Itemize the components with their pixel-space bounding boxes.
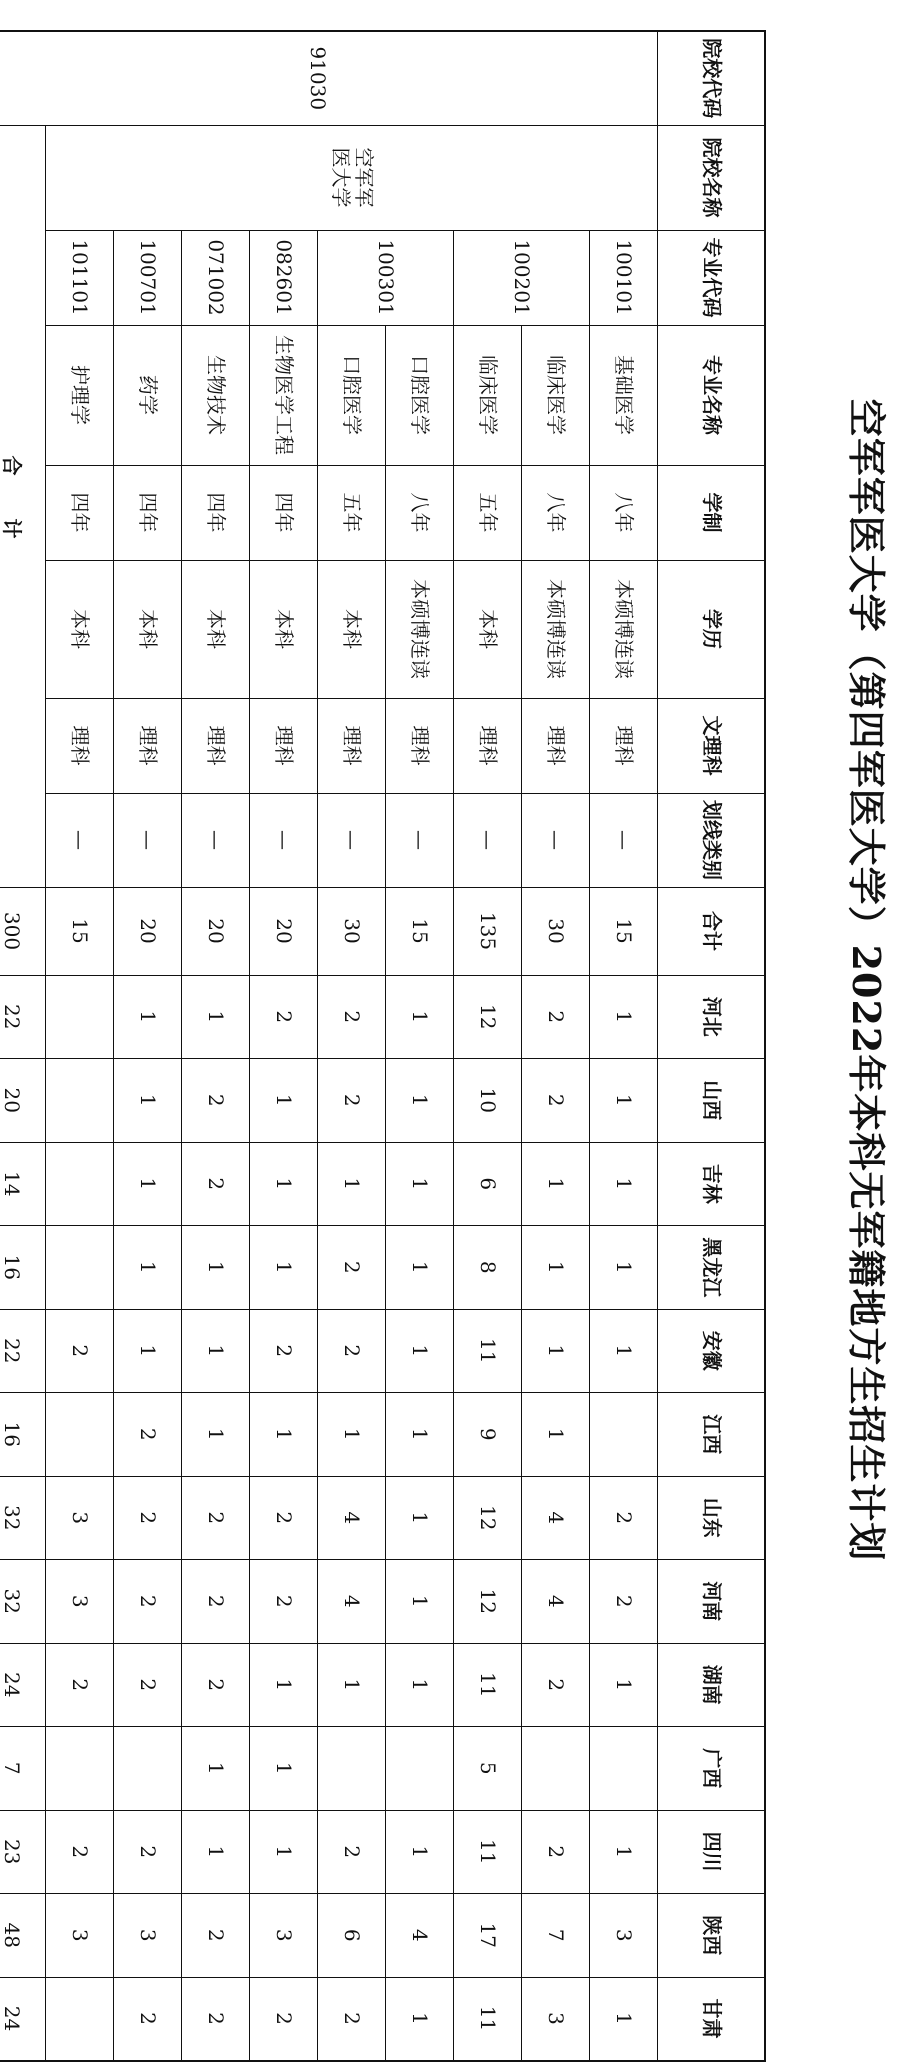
line-type-cell: — bbox=[522, 793, 590, 887]
major-name-cell: 生物技术 bbox=[182, 325, 250, 465]
province-count-cell: 1 bbox=[386, 1476, 454, 1560]
province-count-cell: 1 bbox=[250, 1393, 318, 1477]
header-science: 文理科 bbox=[658, 698, 765, 793]
header-province: 江西 bbox=[658, 1393, 765, 1477]
province-count-cell: 2 bbox=[522, 1059, 590, 1143]
science-cell: 理科 bbox=[522, 698, 590, 793]
duration-cell: 八年 bbox=[386, 465, 454, 560]
province-count-cell: 12 bbox=[454, 1476, 522, 1560]
summary-province-cell: 32 bbox=[0, 1560, 46, 1644]
science-cell: 理科 bbox=[114, 698, 182, 793]
summary-province-cell: 22 bbox=[0, 975, 46, 1059]
province-count-cell: 2 bbox=[114, 1643, 182, 1727]
province-count-cell: 1 bbox=[250, 1727, 318, 1811]
province-count-cell: 11 bbox=[454, 1309, 522, 1393]
province-count-cell: 1 bbox=[182, 975, 250, 1059]
summary-province-cell: 14 bbox=[0, 1142, 46, 1226]
province-count-cell: 11 bbox=[454, 1643, 522, 1727]
province-count-cell: 1 bbox=[318, 1643, 386, 1727]
province-count-cell: 2 bbox=[318, 975, 386, 1059]
province-count-cell: 1 bbox=[386, 1643, 454, 1727]
province-count-cell: 2 bbox=[182, 1894, 250, 1978]
header-row bbox=[658, 31, 765, 2061]
province-count-cell: 2 bbox=[182, 1059, 250, 1143]
province-count-cell bbox=[46, 975, 114, 1059]
header-major-code: 专业代码 bbox=[658, 230, 765, 325]
province-count-cell: 2 bbox=[590, 1476, 658, 1560]
province-count-cell: 11 bbox=[454, 1810, 522, 1894]
province-count-cell: 3 bbox=[46, 1476, 114, 1560]
province-count-cell: 1 bbox=[590, 1810, 658, 1894]
province-count-cell: 1 bbox=[318, 1393, 386, 1477]
province-count-cell bbox=[386, 1727, 454, 1811]
province-count-cell: 2 bbox=[46, 1643, 114, 1727]
province-count-cell: 17 bbox=[454, 1894, 522, 1978]
table-row bbox=[454, 31, 522, 2061]
province-count-cell: 2 bbox=[522, 1810, 590, 1894]
duration-cell: 四年 bbox=[182, 465, 250, 560]
major-code-cell: 082601 bbox=[250, 230, 318, 325]
science-cell: 理科 bbox=[182, 698, 250, 793]
science-cell: 理科 bbox=[250, 698, 318, 793]
province-count-cell bbox=[46, 1393, 114, 1477]
line-type-cell: — bbox=[590, 793, 658, 887]
province-count-cell bbox=[114, 1727, 182, 1811]
duration-cell: 五年 bbox=[318, 465, 386, 560]
province-count-cell: 3 bbox=[46, 1560, 114, 1644]
summary-row bbox=[0, 31, 46, 2061]
header-province: 河南 bbox=[658, 1560, 765, 1644]
province-count-cell: 1 bbox=[250, 1643, 318, 1727]
major-code-cell: 101101 bbox=[46, 230, 114, 325]
science-cell: 理科 bbox=[318, 698, 386, 793]
row-total-cell: 15 bbox=[590, 887, 658, 975]
province-count-cell: 2 bbox=[318, 1226, 386, 1310]
province-count-cell: 1 bbox=[386, 1560, 454, 1644]
province-count-cell: 2 bbox=[250, 1977, 318, 2061]
science-cell: 理科 bbox=[590, 698, 658, 793]
province-count-cell: 1 bbox=[182, 1226, 250, 1310]
province-count-cell: 1 bbox=[318, 1142, 386, 1226]
province-count-cell: 2 bbox=[318, 1810, 386, 1894]
province-count-cell: 2 bbox=[318, 1977, 386, 2061]
province-count-cell: 4 bbox=[522, 1560, 590, 1644]
province-count-cell: 1 bbox=[386, 1059, 454, 1143]
row-total-cell: 20 bbox=[114, 887, 182, 975]
major-code-cell: 100201 bbox=[454, 230, 590, 325]
major-name-cell: 口腔医学 bbox=[386, 325, 454, 465]
header-province: 河北 bbox=[658, 975, 765, 1059]
summary-province-cell: 23 bbox=[0, 1810, 46, 1894]
degree-cell: 本科 bbox=[182, 560, 250, 698]
province-count-cell: 1 bbox=[250, 1059, 318, 1143]
header-province: 湖南 bbox=[658, 1643, 765, 1727]
header-province: 甘肃 bbox=[658, 1977, 765, 2061]
header-province: 山东 bbox=[658, 1476, 765, 1560]
header-school-name: 院校名称 bbox=[658, 125, 765, 230]
province-count-cell: 1 bbox=[114, 1226, 182, 1310]
table-row bbox=[522, 31, 590, 2061]
province-count-cell: 2 bbox=[114, 1560, 182, 1644]
province-count-cell: 4 bbox=[318, 1560, 386, 1644]
table-row bbox=[46, 31, 114, 2061]
duration-cell: 八年 bbox=[522, 465, 590, 560]
header-duration: 学制 bbox=[658, 465, 765, 560]
province-count-cell: 2 bbox=[250, 1309, 318, 1393]
header-province: 四川 bbox=[658, 1810, 765, 1894]
province-count-cell: 6 bbox=[454, 1142, 522, 1226]
summary-province-cell: 20 bbox=[0, 1059, 46, 1143]
line-type-cell: — bbox=[182, 793, 250, 887]
major-name-cell: 临床医学 bbox=[454, 325, 522, 465]
row-total-cell: 30 bbox=[318, 887, 386, 975]
province-count-cell: 2 bbox=[114, 1393, 182, 1477]
line-type-cell: — bbox=[46, 793, 114, 887]
table-row bbox=[114, 31, 182, 2061]
province-count-cell: 2 bbox=[318, 1309, 386, 1393]
province-count-cell: 3 bbox=[522, 1977, 590, 2061]
province-count-cell: 2 bbox=[182, 1643, 250, 1727]
line-type-cell: — bbox=[454, 793, 522, 887]
province-count-cell: 2 bbox=[182, 1476, 250, 1560]
province-count-cell bbox=[46, 1059, 114, 1143]
province-count-cell: 7 bbox=[522, 1894, 590, 1978]
province-count-cell: 1 bbox=[114, 1142, 182, 1226]
header-major-name: 专业名称 bbox=[658, 325, 765, 465]
summary-province-cell: 16 bbox=[0, 1393, 46, 1477]
province-count-cell: 8 bbox=[454, 1226, 522, 1310]
degree-cell: 本科 bbox=[454, 560, 522, 698]
header-province: 黑龙江 bbox=[658, 1226, 765, 1310]
header-province: 山西 bbox=[658, 1059, 765, 1143]
province-count-cell: 2 bbox=[46, 1810, 114, 1894]
row-total-cell: 135 bbox=[454, 887, 522, 975]
science-cell: 理科 bbox=[46, 698, 114, 793]
row-total-cell: 15 bbox=[386, 887, 454, 975]
major-code-cell: 100101 bbox=[590, 230, 658, 325]
school-name-cell: 空军军医大学 bbox=[46, 125, 658, 230]
summary-total-cell: 300 bbox=[0, 887, 46, 975]
header-province: 吉林 bbox=[658, 1142, 765, 1226]
province-count-cell: 2 bbox=[590, 1560, 658, 1644]
province-count-cell: 11 bbox=[454, 1977, 522, 2061]
province-count-cell: 3 bbox=[250, 1894, 318, 1978]
province-count-cell: 1 bbox=[386, 1977, 454, 2061]
page-title: 空军军医大学（第四军医大学）2022年本科无军籍地方生招生计划 bbox=[844, 398, 889, 1562]
header-total: 合计 bbox=[658, 887, 765, 975]
table-row bbox=[250, 31, 318, 2061]
summary-province-cell: 24 bbox=[0, 1643, 46, 1727]
province-count-cell: 1 bbox=[590, 1226, 658, 1310]
province-count-cell: 1 bbox=[590, 1643, 658, 1727]
province-count-cell: 2 bbox=[250, 1560, 318, 1644]
degree-cell: 本科 bbox=[114, 560, 182, 698]
province-count-cell: 1 bbox=[590, 975, 658, 1059]
science-cell: 理科 bbox=[386, 698, 454, 793]
province-count-cell: 1 bbox=[386, 975, 454, 1059]
province-count-cell: 1 bbox=[522, 1226, 590, 1310]
province-count-cell: 1 bbox=[386, 1810, 454, 1894]
major-code-cell: 100301 bbox=[318, 230, 454, 325]
header-degree: 学历 bbox=[658, 560, 765, 698]
province-count-cell: 1 bbox=[386, 1226, 454, 1310]
province-count-cell: 9 bbox=[454, 1393, 522, 1477]
major-code-cell: 100701 bbox=[114, 230, 182, 325]
province-count-cell: 1 bbox=[522, 1393, 590, 1477]
province-count-cell: 1 bbox=[250, 1226, 318, 1310]
duration-cell: 五年 bbox=[454, 465, 522, 560]
province-count-cell: 1 bbox=[590, 1142, 658, 1226]
major-name-cell: 基础医学 bbox=[590, 325, 658, 465]
province-count-cell: 1 bbox=[114, 975, 182, 1059]
province-count-cell: 1 bbox=[522, 1142, 590, 1226]
province-count-cell: 1 bbox=[590, 1309, 658, 1393]
major-name-cell: 口腔医学 bbox=[318, 325, 386, 465]
header-province: 广西 bbox=[658, 1727, 765, 1811]
school-code-cell: 91030 bbox=[0, 31, 658, 125]
row-total-cell: 30 bbox=[522, 887, 590, 975]
degree-cell: 本科 bbox=[46, 560, 114, 698]
header-school-code: 院校代码 bbox=[658, 31, 765, 125]
province-count-cell: 2 bbox=[250, 975, 318, 1059]
province-count-cell bbox=[590, 1393, 658, 1477]
science-cell: 理科 bbox=[454, 698, 522, 793]
province-count-cell: 1 bbox=[590, 1977, 658, 2061]
province-count-cell: 5 bbox=[454, 1727, 522, 1811]
degree-cell: 本硕博连读 bbox=[522, 560, 590, 698]
row-total-cell: 20 bbox=[182, 887, 250, 975]
summary-province-cell: 48 bbox=[0, 1894, 46, 1978]
major-name-cell: 护理学 bbox=[46, 325, 114, 465]
summary-province-cell: 16 bbox=[0, 1226, 46, 1310]
province-count-cell: 1 bbox=[386, 1142, 454, 1226]
province-count-cell: 12 bbox=[454, 975, 522, 1059]
major-name-cell: 生物医学工程 bbox=[250, 325, 318, 465]
province-count-cell: 2 bbox=[182, 1560, 250, 1644]
province-count-cell bbox=[46, 1977, 114, 2061]
degree-cell: 本硕博连读 bbox=[386, 560, 454, 698]
province-count-cell bbox=[46, 1727, 114, 1811]
duration-cell: 四年 bbox=[46, 465, 114, 560]
enrollment-plan-table bbox=[0, 30, 766, 2062]
province-count-cell: 12 bbox=[454, 1560, 522, 1644]
province-count-cell: 2 bbox=[522, 1643, 590, 1727]
province-count-cell bbox=[46, 1226, 114, 1310]
line-type-cell: — bbox=[386, 793, 454, 887]
province-count-cell: 2 bbox=[46, 1309, 114, 1393]
province-count-cell: 2 bbox=[114, 1476, 182, 1560]
province-count-cell: 2 bbox=[522, 975, 590, 1059]
province-count-cell: 1 bbox=[182, 1309, 250, 1393]
province-count-cell: 1 bbox=[114, 1059, 182, 1143]
province-count-cell: 2 bbox=[182, 1977, 250, 2061]
table-row bbox=[590, 31, 658, 2061]
header-province: 陕西 bbox=[658, 1894, 765, 1978]
province-count-cell: 1 bbox=[182, 1727, 250, 1811]
row-total-cell: 15 bbox=[46, 887, 114, 975]
province-count-cell: 3 bbox=[46, 1894, 114, 1978]
duration-cell: 八年 bbox=[590, 465, 658, 560]
degree-cell: 本科 bbox=[250, 560, 318, 698]
province-count-cell: 2 bbox=[114, 1977, 182, 2061]
line-type-cell: — bbox=[318, 793, 386, 887]
table-row bbox=[182, 31, 250, 2061]
header-province: 安徽 bbox=[658, 1309, 765, 1393]
province-count-cell: 2 bbox=[182, 1142, 250, 1226]
summary-label: 合 计 bbox=[0, 125, 46, 887]
table-row bbox=[386, 31, 454, 2061]
province-count-cell bbox=[522, 1727, 590, 1811]
province-count-cell: 4 bbox=[318, 1476, 386, 1560]
summary-province-cell: 24 bbox=[0, 1977, 46, 2061]
province-count-cell: 4 bbox=[386, 1894, 454, 1978]
province-count-cell: 2 bbox=[318, 1059, 386, 1143]
degree-cell: 本科 bbox=[318, 560, 386, 698]
province-count-cell: 1 bbox=[182, 1810, 250, 1894]
table-row bbox=[318, 31, 386, 2061]
header-line-type: 划线类别 bbox=[658, 793, 765, 887]
major-name-cell: 药学 bbox=[114, 325, 182, 465]
province-count-cell: 6 bbox=[318, 1894, 386, 1978]
line-type-cell: — bbox=[114, 793, 182, 887]
duration-cell: 四年 bbox=[250, 465, 318, 560]
province-count-cell: 1 bbox=[386, 1309, 454, 1393]
province-count-cell: 1 bbox=[386, 1393, 454, 1477]
province-count-cell: 1 bbox=[522, 1309, 590, 1393]
province-count-cell: 1 bbox=[250, 1810, 318, 1894]
province-count-cell: 1 bbox=[182, 1393, 250, 1477]
duration-cell: 四年 bbox=[114, 465, 182, 560]
province-count-cell: 1 bbox=[590, 1059, 658, 1143]
province-count-cell: 3 bbox=[114, 1894, 182, 1978]
province-count-cell: 3 bbox=[590, 1894, 658, 1978]
degree-cell: 本硕博连读 bbox=[590, 560, 658, 698]
province-count-cell: 1 bbox=[250, 1142, 318, 1226]
major-code-cell: 071002 bbox=[182, 230, 250, 325]
province-count-cell: 2 bbox=[250, 1476, 318, 1560]
province-count-cell: 1 bbox=[114, 1309, 182, 1393]
line-type-cell: — bbox=[250, 793, 318, 887]
province-count-cell bbox=[318, 1727, 386, 1811]
province-count-cell bbox=[590, 1727, 658, 1811]
summary-province-cell: 7 bbox=[0, 1727, 46, 1811]
major-name-cell: 临床医学 bbox=[522, 325, 590, 465]
province-count-cell bbox=[46, 1142, 114, 1226]
province-count-cell: 10 bbox=[454, 1059, 522, 1143]
province-count-cell: 2 bbox=[114, 1810, 182, 1894]
province-count-cell: 4 bbox=[522, 1476, 590, 1560]
summary-province-cell: 22 bbox=[0, 1309, 46, 1393]
row-total-cell: 20 bbox=[250, 887, 318, 975]
summary-province-cell: 32 bbox=[0, 1476, 46, 1560]
